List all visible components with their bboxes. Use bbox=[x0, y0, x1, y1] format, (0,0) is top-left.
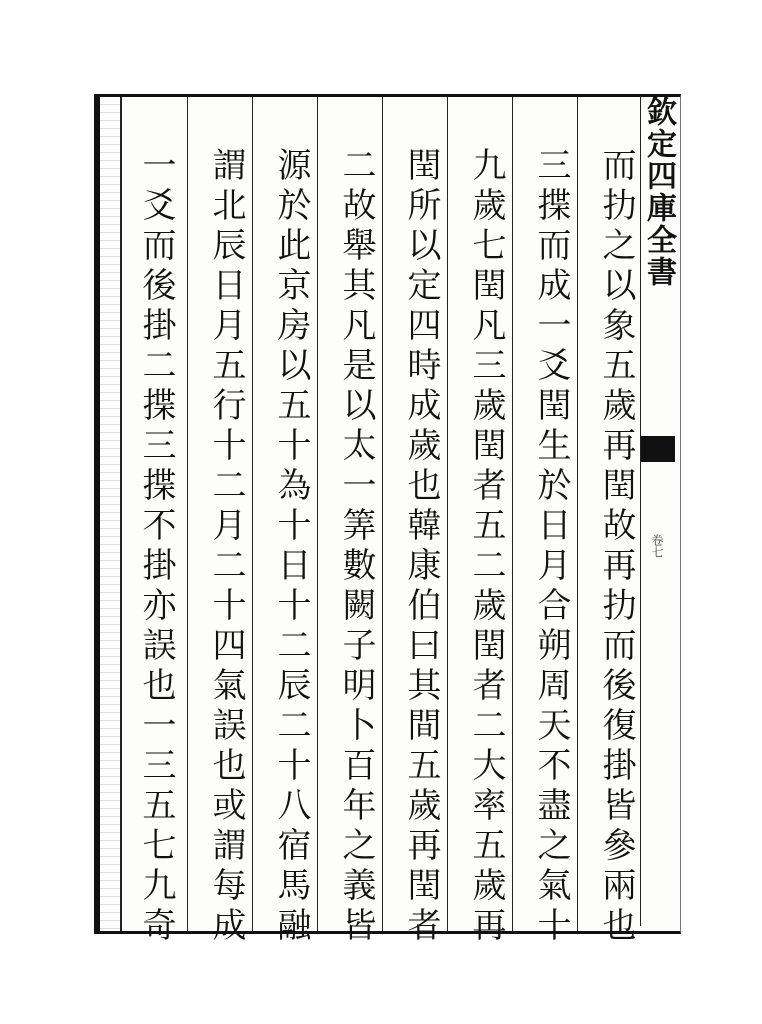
book-title: 欽定四庫全書 bbox=[641, 96, 676, 288]
column-divider bbox=[512, 97, 513, 931]
column-divider bbox=[252, 97, 253, 931]
fishtail-mark bbox=[641, 436, 675, 462]
column-divider bbox=[187, 97, 188, 931]
text-column-2: 三揲而成一爻閏生於日月合朔周天不盡之氣十 bbox=[531, 147, 571, 947]
column-divider bbox=[577, 97, 578, 931]
column-divider bbox=[382, 97, 383, 931]
volume-label: 卷七 bbox=[650, 534, 664, 558]
page-edge-border bbox=[100, 97, 122, 931]
column-divider bbox=[447, 97, 448, 931]
text-column-7: 謂北辰日月五行十二月二十四氣誤也或謂每成 bbox=[206, 147, 246, 947]
text-column-1: 而扐之以象五歲再閏故再扐而後復掛皆參兩也 bbox=[596, 147, 636, 947]
text-column-8: 一爻而後掛二揲三揲不掛亦誤也一三五七九奇 bbox=[136, 147, 176, 947]
text-column-4: 閏所以定四時成歲也韓康伯曰其間五歲再閏者 bbox=[401, 147, 441, 947]
text-column-5: 二故舉其凡是以太一筭數闕子明卜百年之義皆 bbox=[336, 147, 376, 947]
page-gutter bbox=[640, 96, 675, 926]
column-divider bbox=[317, 97, 318, 931]
book-page bbox=[94, 94, 681, 947]
text-column-3: 九歲七閏凡三歲閏者五二歲閏者二大率五歲再 bbox=[466, 147, 506, 947]
text-column-6: 源於此京房以五十為十日十二辰二十八宿馬融 bbox=[271, 147, 311, 947]
